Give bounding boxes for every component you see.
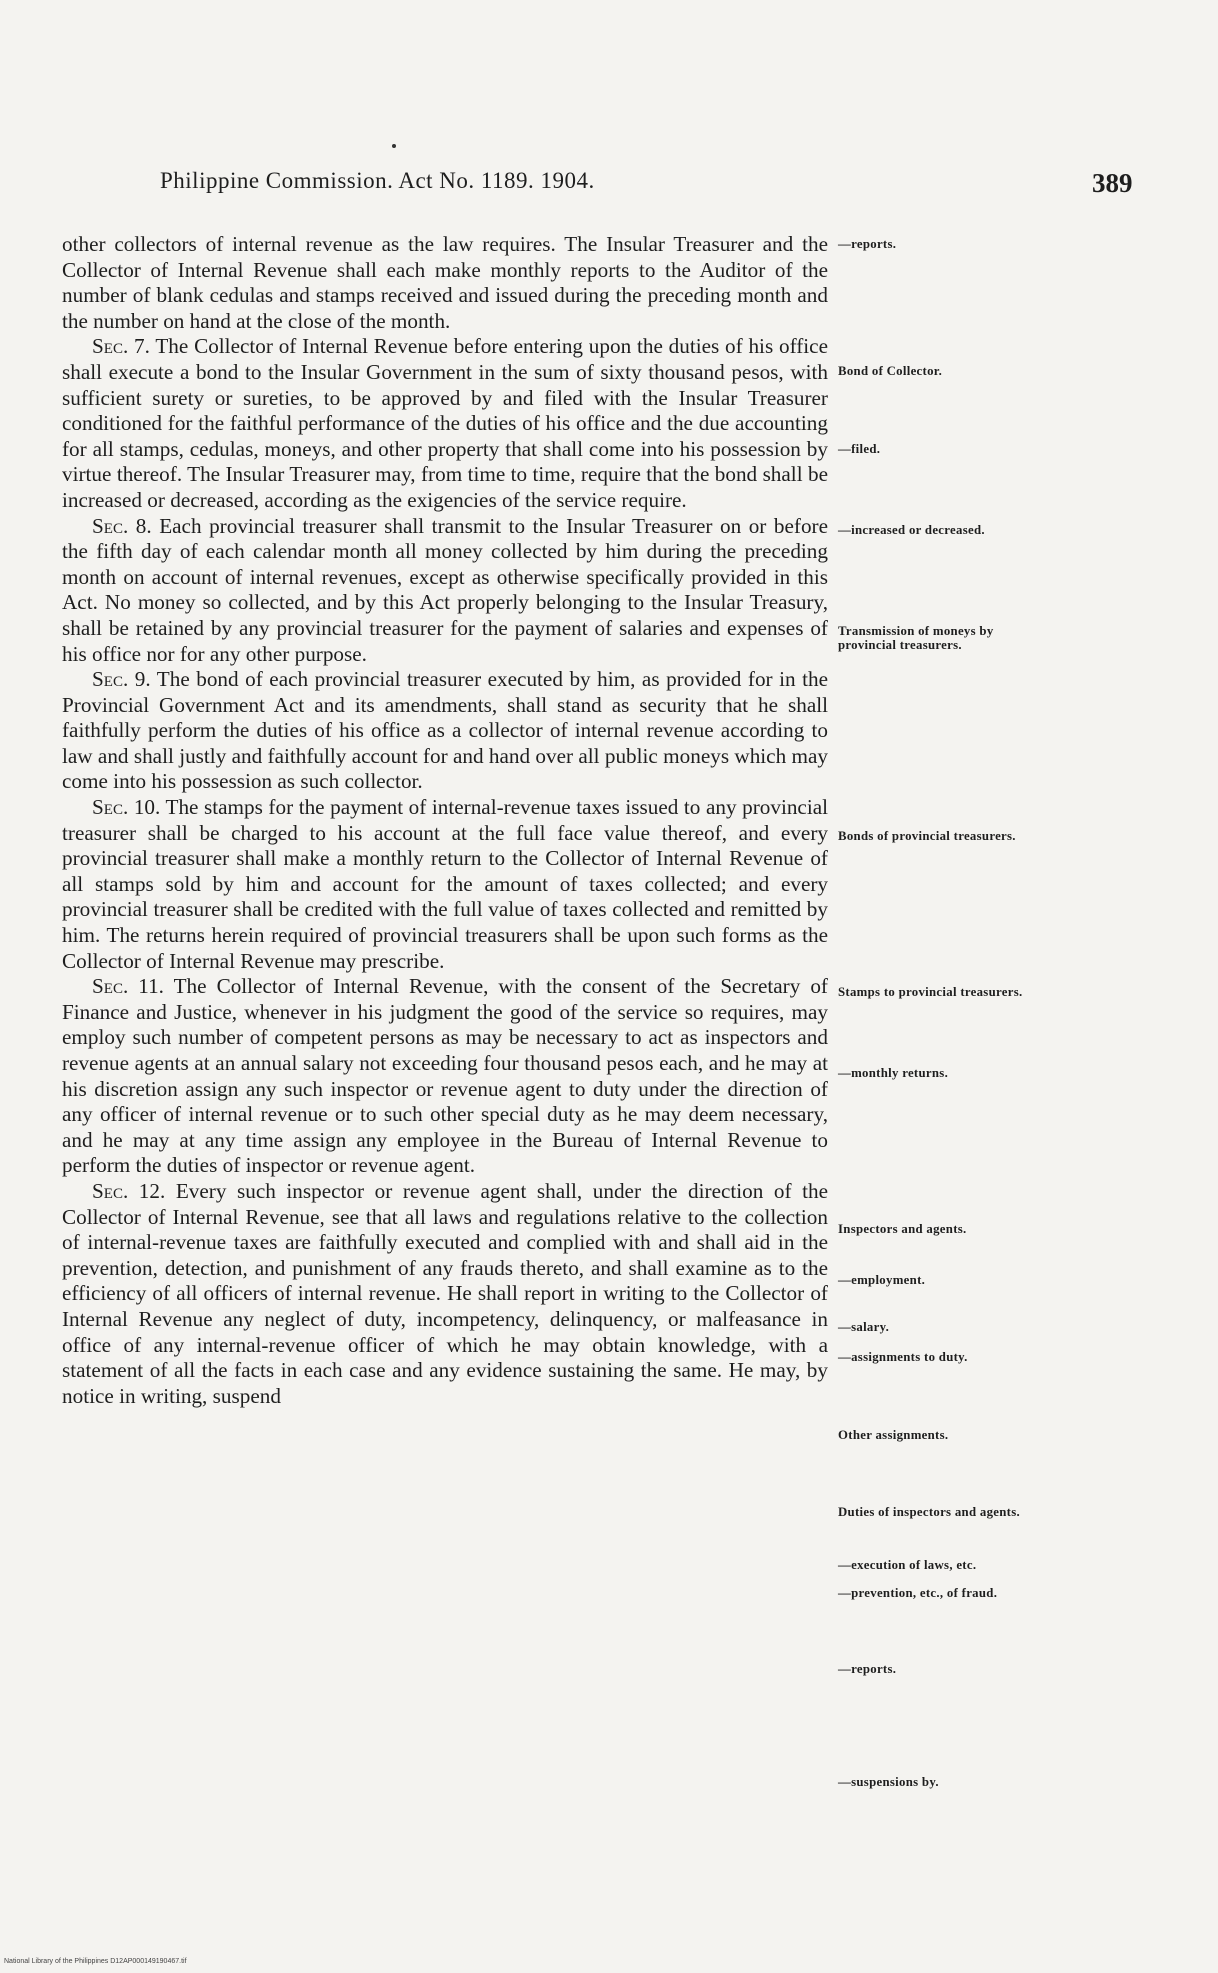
section-9 (62, 667, 828, 795)
section-label: Sec. 8. (92, 513, 152, 538)
margin-note-inspectors-agents: Inspectors and agents. (838, 1222, 967, 1236)
margin-note-bond-of-collector: Bond of Collector. (838, 364, 943, 378)
section-label: Sec. 9. (92, 667, 151, 692)
margin-note-suspensions: —suspensions by. (838, 1775, 939, 1789)
margin-note-salary: —salary. (838, 1320, 890, 1334)
section-7 (62, 334, 828, 513)
margin-note-bonds-provincial: Bonds of provincial treasurers. (838, 829, 1016, 843)
running-title: Philippine Commission. Act No. 1189. 1904. (160, 168, 595, 193)
section-text: The bond of each provincial treasurer executed by him, as provided for in the Provincial Government Act and its amendments, shall stand as security that he shall faithfully perform the duties of his office as a collector of internal revenue according to law and shall justly and faithfully account for and hand over all public moneys which may come into his possession as such collector. (62, 667, 828, 794)
scan-source-note: National Library of the Philippines D12AP000149190467.tif (4, 1958, 187, 1965)
section-text: The Collector of Internal Revenue, with the consent of the Secretary of Finance and Justice, whenever in his judgment the good of the service so requires, may employ such number of competent persons as may be necessary to act as inspectors and revenue agents at an annual salary not exceeding four thousand pesos each, and he may at his discretion assign any such inspector or revenue agent to duty under the direction of any officer of internal revenue or to such other special duty as he may deem necessary, and he may at any time assign any employee in the Bureau of Internal Revenue to perform the duties of inspector or revenue agent. (62, 974, 828, 1178)
margin-note-employment: —employment. (838, 1273, 926, 1287)
margin-note-reports: —reports. (838, 237, 897, 251)
continuation-paragraph: other collectors of internal revenue as the law requires. The Insular Treasurer and the Collector of Internal Revenue shall each make monthly reports to the Auditor of the number of blank cedulas and stamps received and issued during the preceding month and the number on hand at the close of the month. (62, 232, 828, 333)
print-speck (392, 144, 396, 148)
margin-note-execution-of-laws: —execution of laws, etc. (838, 1558, 977, 1572)
page-number: 389 (1092, 168, 1133, 198)
section-label: Sec. 10. (92, 795, 161, 820)
margin-note-reports-2: —reports. (838, 1662, 897, 1676)
section-text: Every such inspector or revenue agent shall, under the direction of the Collector of Internal Revenue, see that all laws and regulations relative to the collection of internal-revenue taxes are faithfully executed and complied with and shall aid in the prevention, detection, and punishment of any frauds thereto, and shall examine as to the efficiency of all officers of internal revenue. He shall report in writing to the Collector of Internal Revenue any neglect of duty, incompetency, delinquency, or malfeasance in office of any internal-revenue officer of which he may obtain knowledge, with a statement of all the facts in each case and any evidence sustaining the same. He may, by notice in writing, suspend (62, 1178, 828, 1408)
section-label: Sec. 11. (92, 974, 164, 999)
margin-note-prevention-fraud: —prevention, etc., of fraud. (838, 1586, 998, 1600)
margin-note-filed: —filed. (838, 442, 881, 456)
section-label: Sec. 7. (92, 334, 150, 359)
margin-note-monthly-returns: —monthly returns. (838, 1066, 949, 1080)
section-12 (62, 1179, 828, 1409)
section-text: The Collector of Internal Revenue before entering upon the duties of his office shall execute a bond to the Insular Government in the sum of sixty thousand pesos, with sufficient surety or sureties, to be approved by and filed with the Insular Treasurer conditioned for the faithful performance of the duties of his office and the due accounting for all stamps, cedulas, moneys, and other property that shall come into his possession by virtue thereof. The Insular Treasurer may, from time to time, require that the bond shall be increased or decreased, according as the exigencies of the service require. (62, 334, 828, 512)
section-text: Each provincial treasurer shall transmit to the Insular Treasurer on or before the fifth day of each calendar month all money collected by him during the preceding month on account of internal revenues, except as otherwise specifically provided in this Act. No money so collected, and by this Act properly belonging to the Insular Treasury, shall be retained by any provincial treasurer for the payment of salaries and expenses of his office nor for any other purpose. (62, 513, 828, 666)
margin-note-transmission: Transmission of moneys by provincial treasurers. (838, 624, 994, 652)
margin-note-increased-decreased: —increased or decreased. (838, 523, 985, 537)
section-text: The stamps for the payment of internal-revenue taxes issued to any provincial treasurer shall be charged to his account at the full face value thereof, and every provincial treasurer shall make a monthly return to the Collector of Internal Revenue of all stamps sold by him and account for the amount of taxes collected; and every provincial treasurer shall be credited with the full value of taxes collected and remitted by him. The returns herein required of provincial treasurers shall be upon such forms as the Collector of Internal Revenue may prescribe. (62, 795, 829, 973)
section-11 (62, 974, 828, 1179)
section-8 (62, 514, 828, 668)
section-10 (62, 795, 828, 974)
margin-note-other-assignments: Other assignments. (838, 1428, 949, 1442)
section-label: Sec. 12. (92, 1178, 166, 1203)
margin-note-stamps-provincial: Stamps to provincial treasurers. (838, 985, 1023, 999)
margin-note-assignments: —assignments to duty. (838, 1350, 968, 1364)
body-text (62, 232, 828, 1409)
margin-note-duties: Duties of inspectors and agents. (838, 1505, 1021, 1519)
